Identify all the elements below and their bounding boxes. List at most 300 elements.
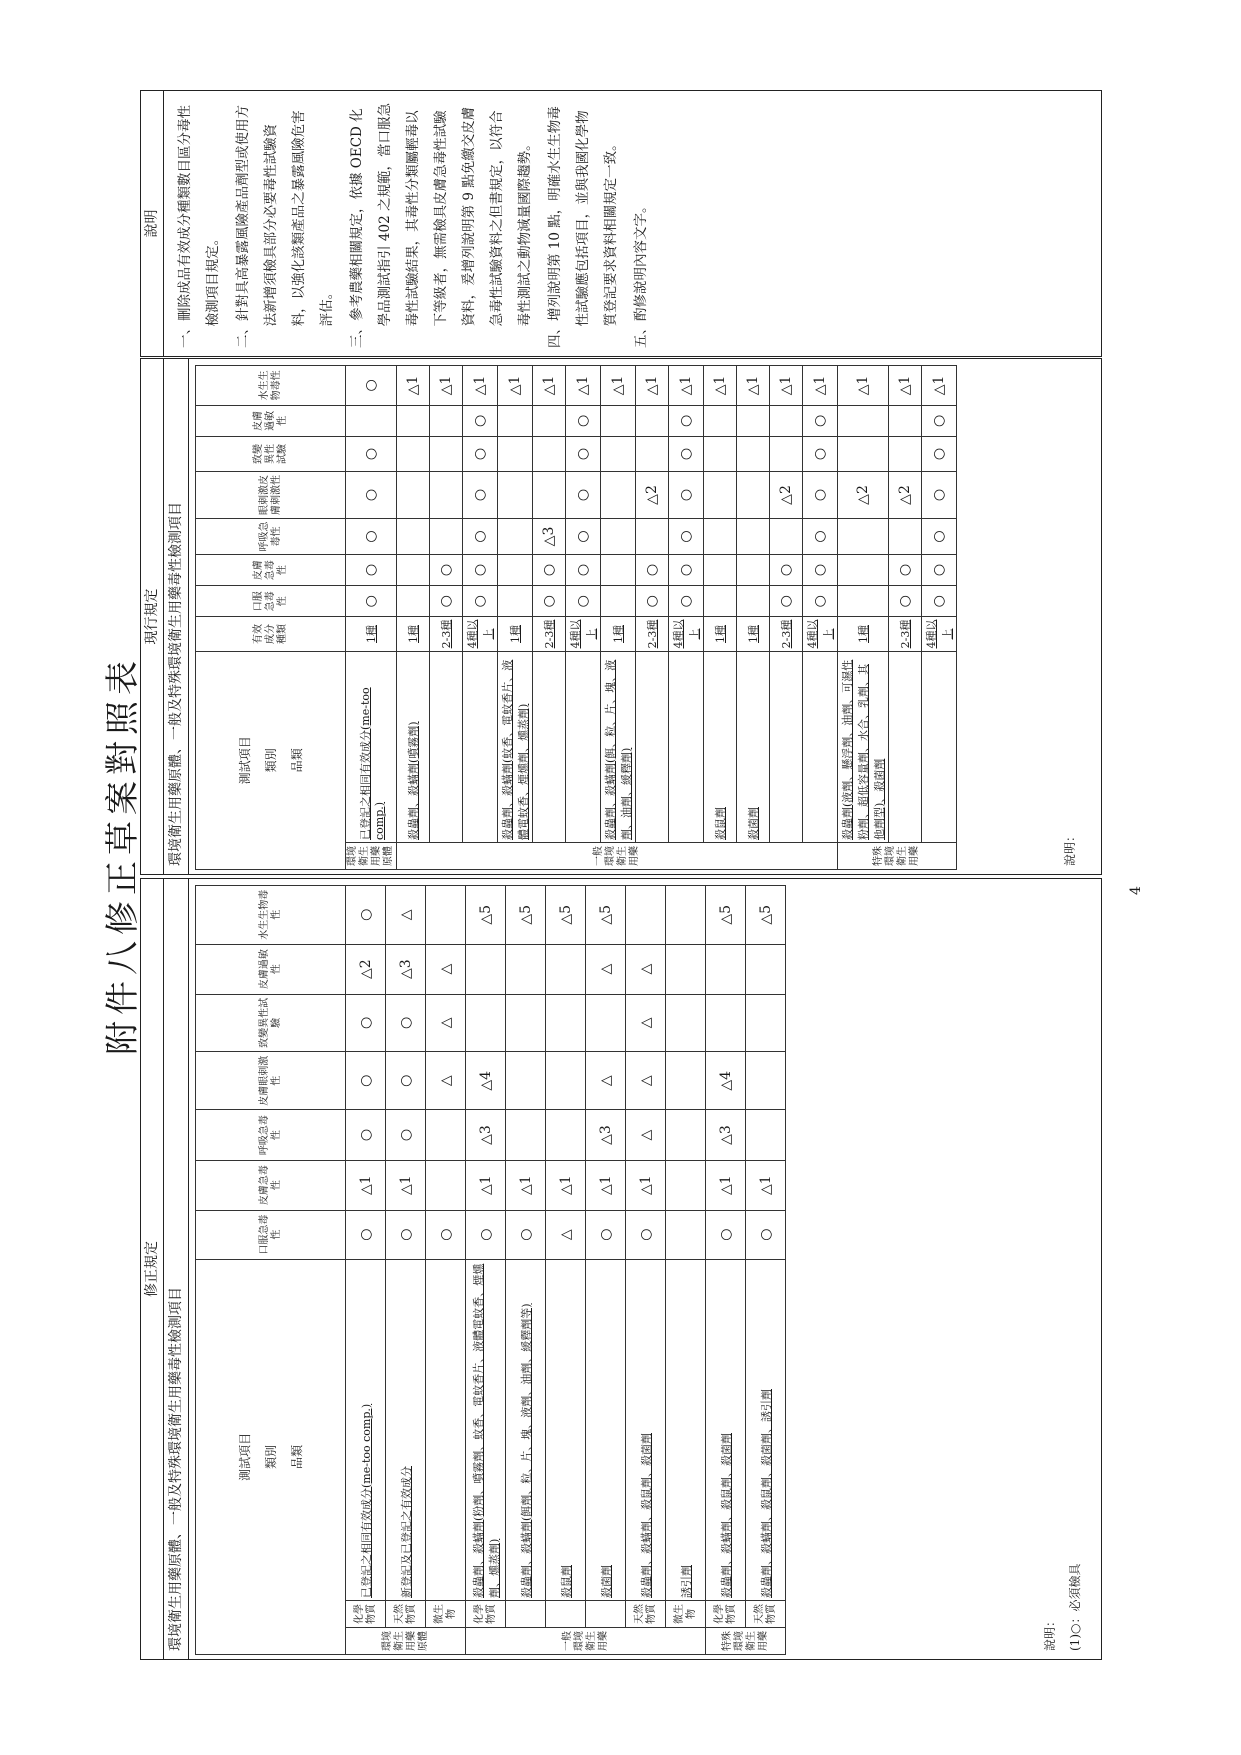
- left-table-row: [626, 886, 666, 1655]
- left-mark-cell: [506, 1110, 546, 1160]
- right-mark-cell: ○: [803, 586, 838, 617]
- left-row-category: 化學物質: [466, 1601, 506, 1628]
- right-mark-cell: ○: [922, 519, 957, 555]
- left-mark-cell: ○: [386, 994, 426, 1051]
- left-row-item: 殺菌劑: [586, 1259, 626, 1600]
- right-mark-cell: ○: [636, 554, 669, 585]
- right-row-item: [533, 651, 566, 842]
- right-mark-cell: [770, 436, 803, 471]
- left-mark-cell: △1: [586, 1160, 626, 1210]
- left-mark-cell: ○: [346, 1110, 386, 1160]
- right-mark-cell: ○: [346, 519, 397, 555]
- right-table-row: [669, 366, 704, 870]
- left-row-category: 天然物質: [746, 1601, 786, 1628]
- left-row-item: 殺蟲劑、殺蟎劑(粉劑、噴霧劑、蚊香、電蚊香片、液體電蚊香、煙燻劑、燻蒸劑): [466, 1259, 506, 1600]
- right-row-count: 4種以上: [463, 617, 498, 651]
- right-mark-cell: ○: [803, 519, 838, 555]
- left-mark-cell: △1: [386, 1160, 426, 1210]
- left-mark-cell: △: [546, 1210, 586, 1259]
- left-mark-cell: [626, 886, 666, 945]
- right-mark-cell: [889, 436, 922, 471]
- right-row-count: 4種以上: [566, 617, 601, 651]
- left-mark-cell: [466, 944, 506, 994]
- right-mark-cell: △1: [498, 366, 533, 406]
- right-group-label: 環境衛生用藥原體: [346, 843, 397, 870]
- left-col-sensit: 皮膚過敏性: [196, 944, 346, 994]
- right-mark-cell: [533, 405, 566, 436]
- right-mark-cell: △3: [533, 519, 566, 555]
- right-mark-cell: ○: [463, 436, 498, 471]
- explanation-item: 五、酌修說明內容文字。: [633, 199, 649, 348]
- right-mark-cell: [397, 471, 430, 518]
- right-row-count: 1種: [498, 617, 533, 651]
- right-mark-cell: [498, 519, 533, 555]
- right-table-row: [838, 366, 889, 870]
- right-row-count: 4種以上: [922, 617, 957, 651]
- right-mark-cell: △1: [838, 366, 889, 406]
- right-mark-cell: △1: [430, 366, 463, 406]
- right-mark-cell: [889, 405, 922, 436]
- right-mark-cell: △1: [636, 366, 669, 406]
- right-row-count: 2-3種: [889, 617, 922, 651]
- left-mark-cell: △2: [346, 944, 386, 994]
- left-mark-cell: △1: [466, 1160, 506, 1210]
- right-col-sensit: 皮膚過敏性: [196, 405, 346, 436]
- left-row-item: 新登記及已登記之有效成分: [386, 1259, 426, 1600]
- right-mark-cell: [397, 554, 430, 585]
- right-mark-cell: [397, 436, 430, 471]
- left-table-row: [546, 886, 586, 1655]
- left-col-dermal: 皮膚急毒性: [196, 1160, 346, 1210]
- left-mark-cell: [746, 1110, 786, 1160]
- explanation-section: [140, 90, 1102, 357]
- left-mark-cell: [506, 944, 546, 994]
- left-mark-cell: △4: [466, 1052, 506, 1111]
- left-mark-cell: [706, 944, 746, 994]
- left-mark-cell: [746, 994, 786, 1051]
- right-row-count: 2-3種: [636, 617, 669, 651]
- right-row-count: 1種: [397, 617, 430, 651]
- left-mark-cell: [746, 1052, 786, 1111]
- left-row-category: [546, 1601, 586, 1628]
- right-test-items-label: 測試項目: [237, 736, 252, 785]
- right-mark-cell: ○: [346, 471, 397, 518]
- left-mark-cell: [426, 1160, 466, 1210]
- explanation-head: 說明: [141, 91, 164, 356]
- left-mark-cell: [666, 1052, 706, 1111]
- right-row-item: [669, 651, 704, 842]
- right-mark-cell: ○: [889, 554, 922, 585]
- right-mark-cell: [838, 554, 889, 585]
- left-mark-cell: [586, 994, 626, 1051]
- current-table-title: 環境衛生用藥原體、一般及特殊環境衛生用藥毒性檢測項目: [163, 359, 189, 874]
- right-mark-cell: [889, 519, 922, 555]
- left-mark-cell: △3: [706, 1110, 746, 1160]
- right-row-item: 殺蟲劑、殺蟎劑(蚊香、電蚊香片、液體電蚊香、煙燻劑、燻蒸劑): [498, 651, 533, 842]
- right-mark-cell: △2: [636, 471, 669, 518]
- right-mark-cell: ○: [566, 436, 601, 471]
- right-row-item: [922, 651, 957, 842]
- right-mark-cell: △1: [704, 366, 737, 406]
- left-mark-cell: △1: [346, 1160, 386, 1210]
- right-mark-cell: [430, 405, 463, 436]
- left-table-row: [586, 886, 626, 1655]
- right-row-item: 已登記之相同有效成分(me-too comp.): [346, 651, 397, 842]
- right-mark-cell: [397, 586, 430, 617]
- left-mark-cell: △5: [546, 886, 586, 945]
- left-mark-cell: [546, 1110, 586, 1160]
- right-mark-cell: ○: [346, 436, 397, 471]
- left-mark-cell: ○: [386, 1110, 426, 1160]
- amended-table-title: 環境衛生用藥原體、一般及特殊環境衛生用藥毒性檢測項目: [163, 879, 189, 1659]
- right-table-row: [770, 366, 803, 870]
- left-row-category: [586, 1601, 626, 1628]
- right-row-count: 1種: [838, 617, 889, 651]
- left-mark-cell: △: [586, 1052, 626, 1111]
- right-mark-cell: △1: [463, 366, 498, 406]
- right-table-row: [397, 366, 430, 870]
- left-mark-cell: △3: [586, 1110, 626, 1160]
- right-mark-cell: [397, 405, 430, 436]
- left-table-row: [426, 886, 466, 1655]
- left-row-category: 微生物: [666, 1601, 706, 1628]
- left-test-items-label: 測試項目: [237, 1432, 252, 1481]
- left-mark-cell: [466, 994, 506, 1051]
- right-mark-cell: ○: [463, 471, 498, 518]
- right-mark-cell: △1: [770, 366, 803, 406]
- right-mark-cell: ○: [636, 586, 669, 617]
- right-mark-cell: [704, 405, 737, 436]
- right-row-count: 2-3種: [430, 617, 463, 651]
- right-mark-cell: ○: [889, 586, 922, 617]
- left-mark-cell: [426, 1110, 466, 1160]
- right-mark-cell: [498, 586, 533, 617]
- right-row-count: 2-3種: [770, 617, 803, 651]
- right-mark-cell: [636, 405, 669, 436]
- left-row-item: 殺鼠劑: [546, 1259, 586, 1600]
- right-table-row: [430, 366, 463, 870]
- right-row-item: [566, 651, 601, 842]
- right-mark-cell: [601, 405, 636, 436]
- left-row-item: 誘引劑: [666, 1259, 706, 1600]
- right-row-count: 1種: [704, 617, 737, 651]
- left-table-row: [746, 886, 786, 1655]
- right-mark-cell: [430, 436, 463, 471]
- right-row-count: 4種以上: [803, 617, 838, 651]
- right-mark-cell: ○: [770, 586, 803, 617]
- right-mark-cell: [704, 586, 737, 617]
- right-mark-cell: [346, 405, 397, 436]
- explanation-item: 三、參考農藥相關規定，依據 OECD 化學品測試指引 402 之規範，當口服急毒性試驗結果，其毒性分類屬輕毒以下等級者，無需檢具皮膚急毒性試驗資料，爰增列說明第 9 點免繳交皮膚急毒性試驗資料之但書規定，以符合毒性測試之動物減量國際趨勢。: [349, 103, 533, 348]
- right-mark-cell: ○: [669, 405, 704, 436]
- right-mark-cell: △1: [803, 366, 838, 406]
- right-row-item: 殺菌劑: [737, 651, 770, 842]
- right-mark-cell: [704, 471, 737, 518]
- left-mark-cell: △1: [626, 1160, 666, 1210]
- right-row-count: 1種: [346, 617, 397, 651]
- right-mark-cell: ○: [922, 554, 957, 585]
- right-mark-cell: [601, 436, 636, 471]
- left-col-inhal: 呼吸急毒性: [196, 1110, 346, 1160]
- left-mark-cell: [746, 944, 786, 994]
- explanation-item: 四、增列說明第 10 點，明確水生生物毒性試驗應包括項目，並與我國化學物質登記要求資料相關規定一致。: [547, 106, 619, 348]
- left-table-row: [706, 886, 746, 1655]
- right-mark-cell: [704, 554, 737, 585]
- right-col-inhal: 呼吸急毒性: [196, 519, 346, 555]
- right-table-row: [889, 366, 922, 870]
- left-mark-cell: [666, 1160, 706, 1210]
- right-mark-cell: ○: [430, 586, 463, 617]
- left-row-category: 天然物質: [386, 1601, 426, 1628]
- left-group-label: 環境衛生用藥原體: [346, 1628, 466, 1655]
- right-mark-cell: ○: [922, 436, 957, 471]
- amended-toxicity-table: [195, 885, 786, 1655]
- right-mark-cell: △2: [770, 471, 803, 518]
- right-table-row: [533, 366, 566, 870]
- right-mark-cell: [737, 586, 770, 617]
- right-col-irrit: 眼刺激皮膚刺激性: [196, 471, 346, 518]
- current-toxicity-table: [195, 365, 957, 870]
- left-mark-cell: ○: [346, 994, 386, 1051]
- right-mark-cell: ○: [463, 554, 498, 585]
- right-header-corner: [196, 651, 346, 869]
- right-mark-cell: ○: [533, 586, 566, 617]
- right-mark-cell: ○: [566, 405, 601, 436]
- left-mark-cell: [546, 1052, 586, 1111]
- left-mark-cell: [666, 994, 706, 1051]
- left-mark-cell: △: [386, 886, 426, 945]
- right-table-row: [346, 366, 397, 870]
- right-table-row: [737, 366, 770, 870]
- left-row-category: 化學物質: [346, 1601, 386, 1628]
- right-row-item: [636, 651, 669, 842]
- right-mark-cell: [533, 471, 566, 518]
- amended-provisions-section: [140, 878, 1102, 1660]
- right-mark-cell: [838, 586, 889, 617]
- left-mark-cell: [666, 1210, 706, 1259]
- left-mark-cell: ○: [586, 1210, 626, 1259]
- right-mark-cell: [533, 436, 566, 471]
- left-note-label: 說明：: [1043, 1614, 1057, 1651]
- right-mark-cell: [601, 519, 636, 555]
- left-mark-cell: ○: [746, 1210, 786, 1259]
- left-mark-cell: ○: [346, 886, 386, 945]
- left-mark-cell: ○: [706, 1210, 746, 1259]
- right-mark-cell: [838, 436, 889, 471]
- right-row-count: 4種以上: [669, 617, 704, 651]
- left-mark-cell: △: [426, 944, 466, 994]
- left-mark-cell: △: [626, 1110, 666, 1160]
- left-mark-cell: [666, 1110, 706, 1160]
- current-section-label: 現行規定: [141, 359, 164, 874]
- left-mark-cell: △1: [546, 1160, 586, 1210]
- left-mark-cell: [706, 994, 746, 1051]
- left-mark-cell: ○: [386, 1052, 426, 1111]
- left-mark-cell: ○: [346, 1210, 386, 1259]
- right-mark-cell: △1: [397, 366, 430, 406]
- right-table-row: [704, 366, 737, 870]
- right-col-oral: 口服急毒性: [196, 586, 346, 617]
- left-row-category: 微生物: [426, 1601, 466, 1628]
- right-row-item: 殺蟲劑、殺蟎劑(餌、粒、片、塊、液劑、油劑、緩釋劑): [601, 651, 636, 842]
- right-mark-cell: △1: [533, 366, 566, 406]
- left-col-oral: 口服急毒性: [196, 1210, 346, 1259]
- right-mark-cell: ○: [803, 405, 838, 436]
- left-mark-cell: △3: [386, 944, 426, 994]
- left-mark-cell: ○: [426, 1210, 466, 1259]
- left-table-row: [466, 886, 506, 1655]
- right-mark-cell: [397, 519, 430, 555]
- right-mark-cell: [737, 471, 770, 518]
- right-mark-cell: ○: [463, 586, 498, 617]
- left-mark-cell: [506, 1052, 546, 1111]
- right-mark-cell: [498, 554, 533, 585]
- left-mark-cell: △1: [746, 1160, 786, 1210]
- right-mark-cell: [838, 405, 889, 436]
- right-row-count: 1種: [737, 617, 770, 651]
- left-mark-cell: ○: [346, 1052, 386, 1111]
- left-header-corner: [196, 1259, 346, 1654]
- left-mark-cell: △: [626, 944, 666, 994]
- left-mark-cell: △: [426, 1052, 466, 1111]
- explanation-body: [171, 99, 657, 348]
- document-title: 附件八修正草案對照表: [103, 655, 143, 1055]
- left-row-item: 殺蟲劑、殺蟎劑、殺鼠劑、殺菌劑: [626, 1259, 666, 1600]
- right-table-row: [566, 366, 601, 870]
- left-mark-cell: △3: [466, 1110, 506, 1160]
- left-mark-cell: △1: [706, 1160, 746, 1210]
- left-mark-cell: △5: [506, 886, 546, 945]
- right-mark-cell: △1: [566, 366, 601, 406]
- left-table-row: [506, 886, 546, 1655]
- right-mark-cell: ○: [566, 554, 601, 585]
- right-mark-cell: △2: [838, 471, 889, 518]
- right-col-mutagen: 致變異性試驗: [196, 436, 346, 471]
- right-product-label: 品類: [289, 748, 304, 773]
- amended-section-label: 修正規定: [141, 879, 164, 1659]
- left-mark-cell: [546, 944, 586, 994]
- left-note-text: (1)○：必須檢具: [1068, 1563, 1082, 1651]
- current-provisions-section: [140, 358, 1102, 875]
- right-mark-cell: [737, 405, 770, 436]
- right-table-row: [922, 366, 957, 870]
- left-row-item: [426, 1259, 466, 1600]
- right-table-row: [498, 366, 533, 870]
- right-mark-cell: [498, 471, 533, 518]
- left-row-category: [506, 1601, 546, 1628]
- left-mark-cell: ○: [506, 1210, 546, 1259]
- left-mark-cell: ○: [466, 1210, 506, 1259]
- explanation-item: 二、針對具高暴露風險產品劑型或使用方法新增須檢具部分必要毒性試驗資料，以強化該類產品之暴露風險危害評估。: [235, 105, 335, 348]
- right-mark-cell: △1: [669, 366, 704, 406]
- right-mark-cell: ○: [463, 405, 498, 436]
- right-mark-cell: ○: [430, 554, 463, 585]
- right-mark-cell: [601, 586, 636, 617]
- right-table-row: [803, 366, 838, 870]
- right-mark-cell: [498, 436, 533, 471]
- right-mark-cell: ○: [922, 471, 957, 518]
- right-mark-cell: [770, 519, 803, 555]
- right-mark-cell: [498, 405, 533, 436]
- left-mark-cell: ○: [626, 1210, 666, 1259]
- left-col-irrit: 皮膚眼刺激性: [196, 1052, 346, 1111]
- left-mark-cell: △4: [706, 1052, 746, 1111]
- right-mark-cell: [770, 405, 803, 436]
- right-mark-cell: ○: [566, 471, 601, 518]
- right-category-label: 類別: [263, 748, 278, 773]
- right-mark-cell: [430, 519, 463, 555]
- right-table-row: [636, 366, 669, 870]
- right-row-item: [770, 651, 803, 842]
- right-mark-cell: ○: [922, 405, 957, 436]
- right-mark-cell: ○: [922, 586, 957, 617]
- right-mark-cell: ○: [669, 519, 704, 555]
- right-col-dermal: 皮膚急毒性: [196, 554, 346, 585]
- right-table-row: [463, 366, 498, 870]
- right-row-item: [430, 651, 463, 842]
- left-row-category: 天然物質: [626, 1601, 666, 1628]
- right-mark-cell: ○: [669, 586, 704, 617]
- left-row-item: 殺蟲劑、殺蟎劑、殺鼠劑、殺菌劑: [706, 1259, 746, 1600]
- right-mark-cell: ○: [566, 586, 601, 617]
- right-mark-cell: [737, 436, 770, 471]
- right-mark-cell: [704, 519, 737, 555]
- left-mark-cell: [666, 886, 706, 945]
- right-mark-cell: ○: [566, 519, 601, 555]
- left-row-item: 殺蟲劑、殺蟎劑(餌劑、粒、片、塊、液劑、油劑、緩釋劑等): [506, 1259, 546, 1600]
- right-row-count: 2-3種: [533, 617, 566, 651]
- right-row-item: [803, 651, 838, 842]
- left-row-category: 化學物質: [706, 1601, 746, 1628]
- right-mark-cell: ○: [803, 436, 838, 471]
- left-mark-cell: △: [426, 994, 466, 1051]
- right-mark-cell: △1: [601, 366, 636, 406]
- right-mark-cell: ○: [346, 554, 397, 585]
- left-mark-cell: △: [586, 944, 626, 994]
- right-mark-cell: [838, 519, 889, 555]
- right-row-item: [463, 651, 498, 842]
- left-mark-cell: △5: [586, 886, 626, 945]
- right-col-count: 有效成分種類: [196, 617, 346, 651]
- left-mark-cell: △1: [506, 1160, 546, 1210]
- right-col-aquatic: 水生生物毒性: [196, 366, 346, 406]
- left-mark-cell: △5: [466, 886, 506, 945]
- left-product-label: 品類: [289, 1444, 304, 1469]
- left-group-label: 一般環境衛生用藥: [466, 1628, 706, 1655]
- right-mark-cell: [601, 471, 636, 518]
- left-row-item: 殺蟲劑、殺蟎劑、殺鼠劑、殺菌劑、誘引劑: [746, 1259, 786, 1600]
- right-mark-cell: [704, 436, 737, 471]
- left-mark-cell: [666, 944, 706, 994]
- right-mark-cell: ○: [669, 471, 704, 518]
- right-mark-cell: [636, 519, 669, 555]
- left-col-mutagen: 致變異性試驗: [196, 994, 346, 1051]
- right-mark-cell: △1: [889, 366, 922, 406]
- right-mark-cell: [601, 554, 636, 585]
- right-mark-cell: ○: [803, 554, 838, 585]
- left-table-row: [386, 886, 426, 1655]
- right-table-row: [601, 366, 636, 870]
- left-table-row: [666, 886, 706, 1655]
- left-row-item: 已登記之相同有效成分(me-too comp.): [346, 1259, 386, 1600]
- right-group-label: 一般環境衛生用藥: [397, 843, 838, 870]
- right-mark-cell: △1: [737, 366, 770, 406]
- right-group-label: 特殊環境衛生用藥: [838, 843, 957, 870]
- left-group-label: 特殊環境衛生用藥: [706, 1628, 786, 1655]
- right-mark-cell: ○: [346, 586, 397, 617]
- left-category-label: 類別: [263, 1444, 278, 1469]
- right-mark-cell: [430, 471, 463, 518]
